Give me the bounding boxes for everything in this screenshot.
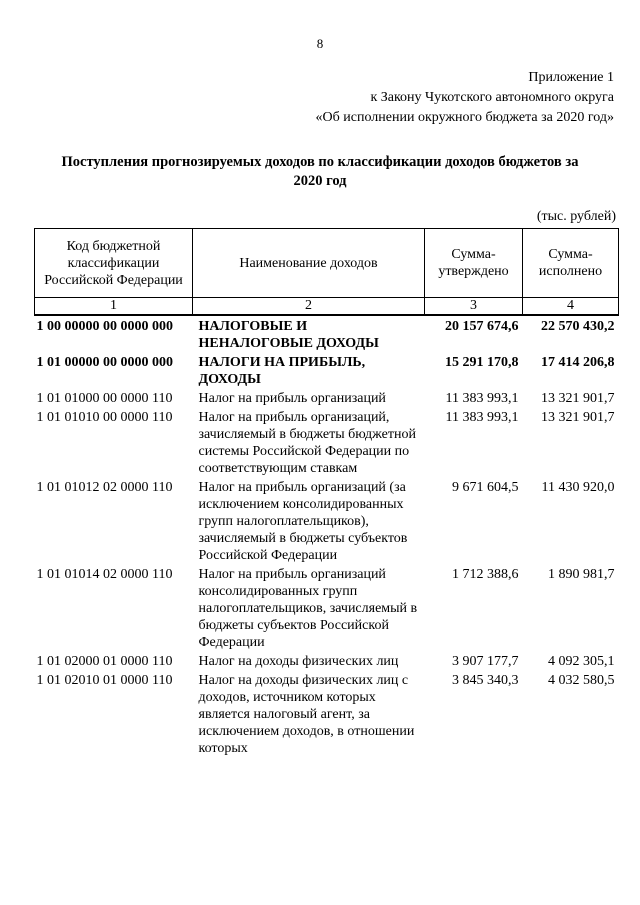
table-row: [35, 407, 619, 477]
appendix-line-2: к Закону Чукотского автономного округа: [370, 90, 614, 105]
column-number: 3: [425, 298, 523, 316]
column-number: 4: [523, 298, 619, 316]
appendix-line-3: «Об исполнении окружного бюджета за 2020 год»: [315, 110, 614, 125]
row-code: 1 01 01000 00 0000 110: [36, 391, 173, 406]
row-executed: 22 570 430,2: [541, 319, 615, 334]
units-label: (тыс. рублей): [536, 209, 616, 224]
header-name: Наименование доходов: [193, 229, 425, 298]
row-code: 1 01 01010 00 0000 110: [36, 410, 173, 425]
table-row: [35, 477, 619, 564]
row-name: Налог на прибыль организаций консолидированных групп налогоплательщиков, зачисляемый в бюджеты субъектов Российской Федерации: [198, 567, 418, 650]
appendix-block: [316, 68, 614, 128]
row-executed: 1 890 981,7: [548, 567, 615, 582]
row-name: НАЛОГИ НА ПРИБЫЛЬ, ДОХОДЫ: [198, 355, 366, 387]
table-row: [35, 651, 619, 670]
row-code: 1 01 01012 02 0000 110: [36, 480, 173, 495]
row-approved: 11 383 993,1: [445, 391, 519, 406]
row-code: 1 01 00000 00 0000 000: [36, 355, 173, 370]
row-code: 1 01 01014 02 0000 110: [36, 567, 173, 582]
row-code: 1 00 00000 00 0000 000: [36, 319, 173, 334]
row-approved: 9 671 604,5: [452, 480, 519, 495]
row-code: 1 01 02010 01 0000 110: [36, 673, 173, 688]
table-row: [35, 564, 619, 651]
column-number-row: [35, 298, 619, 316]
header-executed: Сумма-исполнено: [523, 229, 619, 298]
column-number: 1: [35, 298, 193, 316]
row-executed: 4 092 305,1: [548, 654, 615, 669]
row-executed: 4 032 580,5: [548, 673, 615, 688]
row-approved: 1 712 388,6: [452, 567, 519, 582]
column-number: 2: [193, 298, 425, 316]
header-code: Код бюджетной классификации Российской Федерации: [35, 229, 193, 298]
row-executed: 13 321 901,7: [541, 410, 615, 425]
row-approved: 20 157 674,6: [445, 319, 519, 334]
row-approved: 15 291 170,8: [445, 355, 519, 370]
page-number: 8: [316, 36, 324, 51]
row-name: Налог на прибыль организаций: [198, 391, 386, 406]
row-executed: 13 321 901,7: [541, 391, 615, 406]
row-executed: 17 414 206,8: [541, 355, 615, 370]
header-approved: Сумма-утверждено: [425, 229, 523, 298]
row-name: Налог на прибыль организаций, зачисляемый в бюджеты бюджетной системы Российской Федерации по соответствующим ставкам: [198, 410, 416, 476]
row-code: 1 01 02000 01 0000 110: [36, 654, 173, 669]
income-table: [34, 228, 619, 757]
row-executed: 11 430 920,0: [541, 480, 615, 495]
table-row: [35, 352, 619, 388]
row-name: Налог на доходы физических лиц: [198, 654, 399, 669]
row-approved: 11 383 993,1: [445, 410, 519, 425]
row-name: НАЛОГОВЫЕ И НЕНАЛОГОВЫЕ ДОХОДЫ: [198, 319, 379, 351]
document-title: [40, 153, 600, 191]
table-header-row: [35, 229, 619, 298]
table-row: [35, 670, 619, 757]
table-row: [35, 388, 619, 407]
appendix-line-1: Приложение 1: [528, 70, 614, 85]
row-name: Налог на доходы физических лиц с доходов, источником которых является налоговый агент, за исключением доходов, в отношении которых: [198, 673, 415, 756]
row-approved: 3 907 177,7: [452, 654, 519, 669]
row-name: Налог на прибыль организаций (за исключением консолидированных групп налогоплательщиков), зачисляемый в бюджеты субъектов Российской Федерации: [198, 480, 408, 563]
document-title-line-2: 2020 год: [293, 173, 347, 189]
document-title-line-1: Поступления прогнозируемых доходов по классификации доходов бюджетов за: [61, 154, 579, 170]
table-row: [35, 315, 619, 352]
row-approved: 3 845 340,3: [452, 673, 519, 688]
